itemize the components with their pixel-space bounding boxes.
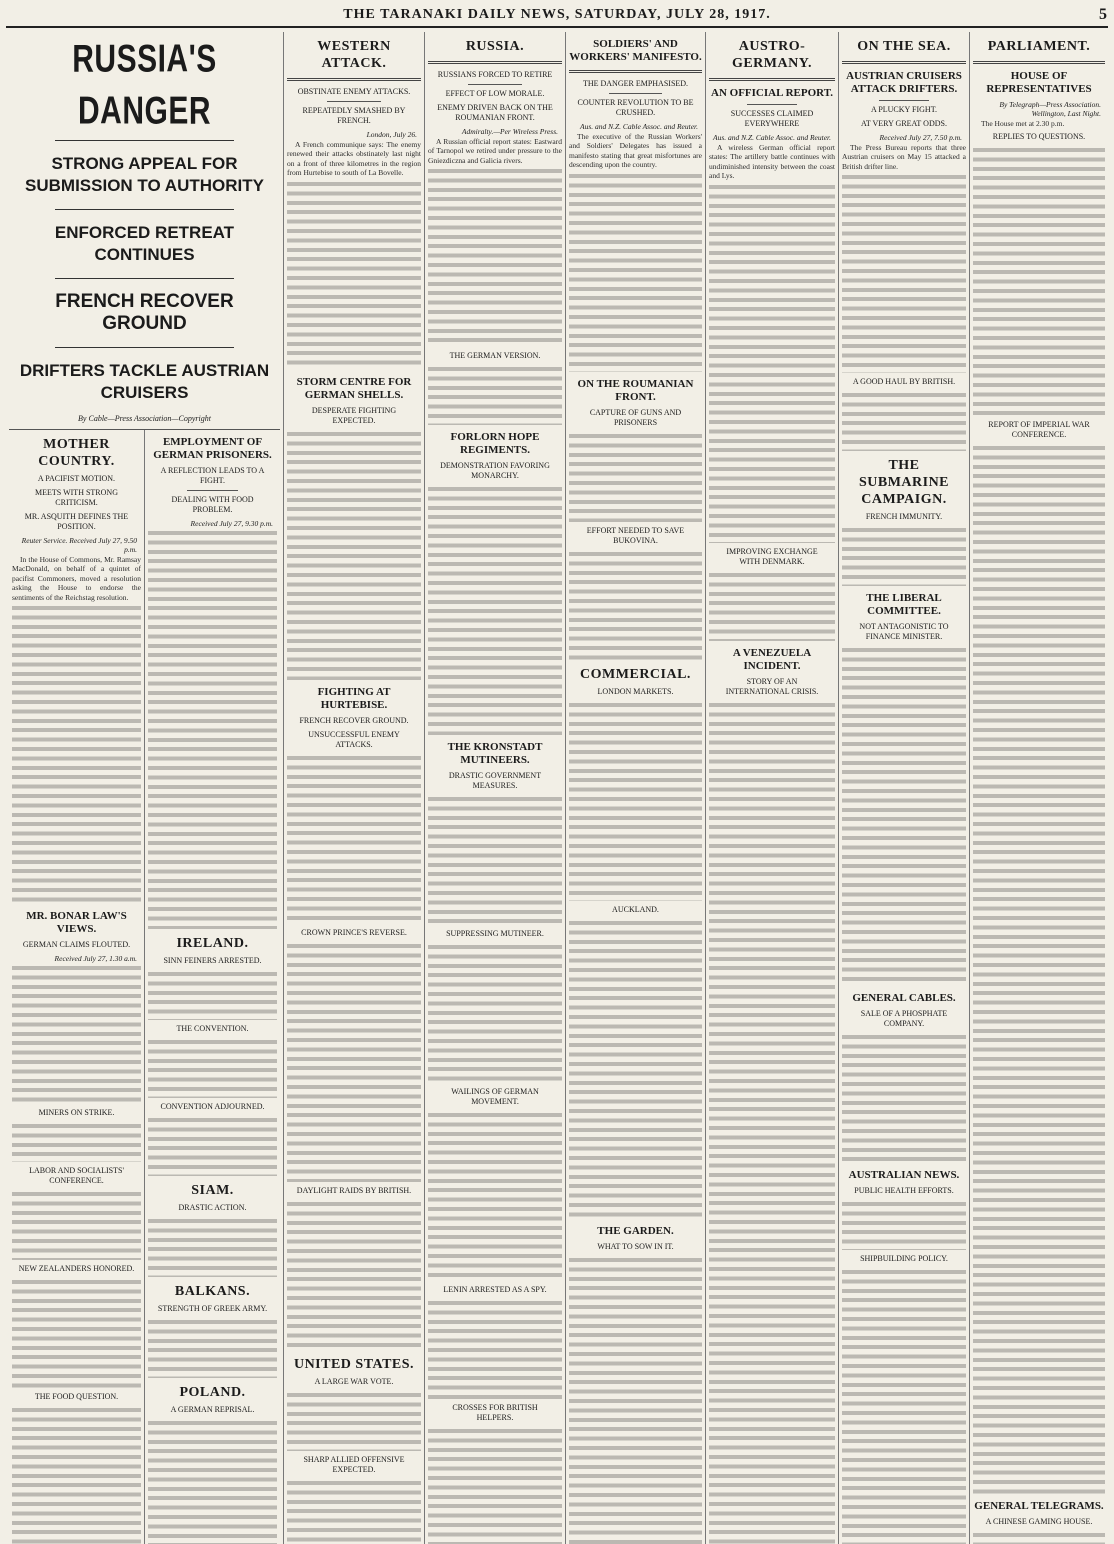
article-text-block bbox=[569, 1256, 702, 1544]
headline-mother-country: MOTHER COUNTRY. bbox=[38, 437, 115, 469]
article-text-block bbox=[973, 444, 1105, 1494]
headline-parliament: PARLIAMENT. bbox=[987, 39, 1091, 54]
subhead: AUSTRIAN CRUISERS ATTACK DRIFTERS. bbox=[846, 70, 962, 95]
article-text-block bbox=[287, 180, 421, 370]
article-text-block bbox=[12, 1122, 141, 1162]
subhead: CAPTURE OF GUNS AND PRISONERS bbox=[589, 407, 682, 427]
dateline: Received July 27, 1.30 a.m. bbox=[54, 954, 137, 964]
subhead: THE DANGER EMPHASISED. bbox=[582, 79, 689, 88]
headline: GENERAL CABLES. bbox=[852, 992, 956, 1005]
article-text-block bbox=[569, 550, 702, 660]
paper-title: THE TARANAKI DAILY NEWS, SATURDAY, JULY 28, 1917. bbox=[343, 7, 771, 22]
headline-united-states: UNITED STATES. bbox=[293, 1356, 415, 1372]
dateline: Received July 27, 9.30 p.m. bbox=[190, 519, 273, 528]
columns bbox=[6, 32, 1108, 1544]
article-text-block bbox=[428, 943, 562, 1083]
article-text-block bbox=[569, 919, 702, 1219]
article-text-block bbox=[12, 1278, 141, 1388]
subhead: IMPROVING EXCHANGE WITH DENMARK. bbox=[726, 546, 818, 566]
page-number: 5 bbox=[1099, 6, 1108, 23]
subhead: WAILINGS OF GERMAN MOVEMENT. bbox=[451, 1087, 539, 1107]
headline: EMPLOYMENT OF GERMAN PRISONERS. bbox=[153, 436, 272, 461]
article-body: A wireless German official report states: The artillery battle continues with undiminished intensity between the coast and Lys. bbox=[709, 143, 835, 181]
article-body: In the House of Commons, Mr. Ramsay MacDonald, on behalf of a quintet of pacifist Commoners, moved a resolution asking the House to endorse the sentiments of the Reichstag resolution. bbox=[12, 555, 141, 602]
banner-subhead-3: FRENCH RECOVER GROUND bbox=[55, 291, 234, 334]
dateline: Aus. and N.Z. Cable Assoc. and Reuter. bbox=[580, 122, 698, 131]
subhead: UNSUCCESSFUL ENEMY ATTACKS. bbox=[308, 729, 400, 749]
headline-poland: POLAND. bbox=[179, 1385, 246, 1400]
article-text-block bbox=[428, 485, 562, 735]
headline-russia: RUSSIA. bbox=[465, 39, 525, 54]
article-text-block bbox=[12, 604, 141, 904]
russia-banner bbox=[9, 37, 280, 423]
column-1 bbox=[6, 32, 283, 1544]
article-text-block bbox=[569, 701, 702, 901]
subhead: THE GERMAN VERSION. bbox=[449, 351, 541, 361]
dateline: Aus. and N.Z. Cable Assoc. and Reuter. bbox=[713, 133, 831, 142]
headline-balkans: BALKANS. bbox=[174, 1284, 251, 1299]
article-text-block bbox=[148, 1116, 277, 1176]
headline: AUSTRALIAN NEWS. bbox=[848, 1169, 960, 1182]
article-text-block bbox=[287, 1391, 421, 1451]
column-1-right bbox=[144, 430, 280, 1544]
dateline: Received July 27, 7.50 p.m. bbox=[879, 133, 962, 142]
headline-ireland: IRELAND. bbox=[176, 936, 249, 951]
article-text-block bbox=[842, 526, 966, 586]
subhead: CONVENTION ADJOURNED. bbox=[160, 1102, 265, 1111]
headline: FORLORN HOPE REGIMENTS. bbox=[450, 431, 540, 457]
article-text-block bbox=[842, 391, 966, 451]
article-text-block bbox=[842, 173, 966, 373]
article-body: A French communique says: The enemy renewed their attacks obstinately last night on a front of three kilometres in the region from Hurtebise to south of La Bovelle. bbox=[287, 140, 421, 178]
subhead: STRENGTH OF GREEK ARMY. bbox=[157, 1304, 268, 1313]
subhead: MR. ASQUITH DEFINES THE POSITION. bbox=[24, 512, 129, 531]
headline-submarine: THE SUBMARINE CAMPAIGN. bbox=[858, 458, 950, 508]
subhead: A LARGE WAR VOTE. bbox=[314, 1376, 394, 1386]
article-text-block bbox=[148, 529, 277, 929]
subhead: FRENCH RECOVER GROUND. bbox=[299, 715, 409, 725]
article-text-block bbox=[428, 1299, 562, 1399]
dateline: London, July 26. bbox=[366, 130, 417, 139]
subhead: DRASTIC ACTION. bbox=[178, 1203, 247, 1212]
headline: FIGHTING AT HURTEBISE. bbox=[317, 685, 391, 711]
subhead: AN OFFICIAL REPORT. bbox=[711, 87, 833, 99]
article-text-block bbox=[12, 1406, 141, 1544]
subhead: REPORT OF IMPERIAL WAR CONFERENCE. bbox=[988, 420, 1090, 440]
article-text-block bbox=[287, 430, 421, 680]
article-text-block bbox=[709, 701, 835, 1544]
subhead: SALE OF A PHOSPHATE COMPANY. bbox=[860, 1009, 948, 1029]
subhead: THE CONVENTION. bbox=[176, 1024, 249, 1033]
column-1-split bbox=[9, 429, 280, 1544]
subhead: CROSSES FOR BRITISH HELPERS. bbox=[452, 1403, 538, 1423]
subhead: A GERMAN REPRISAL. bbox=[170, 1405, 255, 1414]
subhead: A PACIFIST MOTION. bbox=[37, 474, 116, 483]
dateline: Admiralty.—Per Wireless Press. bbox=[461, 127, 558, 136]
article-text-block bbox=[973, 146, 1105, 416]
subhead: AUCKLAND. bbox=[612, 904, 659, 914]
article-text-block bbox=[842, 1268, 966, 1544]
subhead: A REFLECTION LEADS TO A FIGHT. bbox=[160, 466, 265, 485]
headline-siam: SIAM. bbox=[191, 1183, 234, 1198]
subhead: NOT ANTAGONISTIC TO FINANCE MINISTER. bbox=[859, 622, 949, 642]
column-7 bbox=[969, 32, 1108, 1544]
dateline: By Telegraph—Press Association. Wellington, Last Night. bbox=[999, 100, 1101, 118]
headline-western-attack: WESTERN ATTACK. bbox=[317, 39, 391, 71]
subhead: LONDON MARKETS. bbox=[597, 686, 674, 696]
headline: STORM CENTRE FOR GERMAN SHELLS. bbox=[296, 375, 412, 401]
banner-subhead-1: STRONG APPEAL FOR SUBMISSION TO AUTHORITY bbox=[25, 154, 264, 195]
headline: A VENEZUELA INCIDENT. bbox=[732, 646, 812, 672]
banner-subhead-4: DRIFTERS TACKLE AUSTRIAN CRUISERS bbox=[19, 361, 270, 402]
article-text-block bbox=[12, 964, 141, 1104]
article-text-block bbox=[287, 1200, 421, 1350]
subhead: OBSTINATE ENEMY ATTACKS. bbox=[297, 87, 411, 96]
subhead: A CHINESE GAMING HOUSE. bbox=[985, 1517, 1093, 1527]
article-text-block bbox=[709, 571, 835, 641]
subhead: REPLIES TO QUESTIONS. bbox=[992, 132, 1086, 142]
headline: THE KRONSTADT MUTINEERS. bbox=[447, 741, 543, 767]
headline: MR. BONAR LAW'S VIEWS. bbox=[26, 910, 127, 936]
column-5 bbox=[705, 32, 838, 1544]
subhead: GERMAN CLAIMS FLOUTED. bbox=[22, 940, 131, 950]
subhead: MINERS ON STRIKE. bbox=[38, 1108, 115, 1118]
headline-on-the-sea: ON THE SEA. bbox=[857, 39, 951, 54]
subhead: DESPERATE FIGHTING EXPECTED. bbox=[311, 405, 397, 425]
subhead: NEW ZEALANDERS HONORED. bbox=[18, 1264, 135, 1274]
column-3 bbox=[424, 32, 565, 1544]
article-text-block bbox=[569, 172, 702, 372]
subhead: ENEMY DRIVEN BACK ON THE ROUMANIAN FRONT. bbox=[437, 103, 553, 122]
headline-commercial: COMMERCIAL. bbox=[580, 666, 691, 682]
article-text-block bbox=[842, 646, 966, 986]
subhead: REPEATEDLY SMASHED BY FRENCH. bbox=[302, 106, 406, 125]
article-text-block bbox=[287, 754, 421, 924]
subhead: HOUSE OF REPRESENTATIVES bbox=[986, 70, 1092, 95]
article-text-block bbox=[12, 1190, 141, 1260]
headline: GENERAL TELEGRAMS. bbox=[974, 1500, 1104, 1513]
article-text-block bbox=[842, 1033, 966, 1163]
column-2 bbox=[283, 32, 424, 1544]
article-text-block bbox=[287, 942, 421, 1182]
article-text-block bbox=[569, 432, 702, 522]
article-text-block bbox=[287, 1479, 421, 1544]
subhead: AT VERY GREAT ODDS. bbox=[861, 119, 947, 128]
headline: THE LIBERAL COMMITTEE. bbox=[866, 592, 942, 618]
article-text-block bbox=[428, 1427, 562, 1544]
article-body: The Press Bureau reports that three Austrian cruisers on May 15 attacked a British drifter line. bbox=[842, 143, 966, 171]
article-text-block bbox=[842, 1200, 966, 1250]
banner-subhead-2: ENFORCED RETREAT CONTINUES bbox=[54, 223, 235, 264]
subhead: PUBLIC HEALTH EFFORTS. bbox=[854, 1186, 954, 1196]
headline: ON THE ROUMANIAN FRONT. bbox=[577, 377, 694, 403]
dateline: Reuter Service. Received July 27, 9.50 p.m. bbox=[21, 536, 137, 554]
subhead: EFFECT OF LOW MORALE. bbox=[445, 89, 545, 98]
headline-austro-germany: AUSTRO-GERMANY. bbox=[731, 39, 813, 71]
masthead bbox=[6, 4, 1108, 28]
subhead: THE FOOD QUESTION. bbox=[34, 1392, 119, 1402]
article-text-block bbox=[148, 1038, 277, 1098]
subhead: LENIN ARRESTED AS A SPY. bbox=[443, 1285, 547, 1295]
byline: By Cable—Press Association—Copyright bbox=[78, 414, 211, 423]
article-text-block bbox=[973, 1531, 1105, 1544]
article-text-block bbox=[709, 183, 835, 543]
subhead: LABOR AND SOCIALISTS' CONFERENCE. bbox=[29, 1166, 124, 1186]
subhead: A GOOD HAUL BY BRITISH. bbox=[852, 377, 956, 387]
article-text-block bbox=[148, 1318, 277, 1378]
subhead: DEMONSTRATION FAVORING MONARCHY. bbox=[440, 461, 550, 481]
subhead: SHARP ALLIED OFFENSIVE EXPECTED. bbox=[303, 1454, 405, 1474]
subhead: SHIPBUILDING POLICY. bbox=[860, 1254, 948, 1264]
article-text-block bbox=[428, 1111, 562, 1281]
banner-title: RUSSIA'S DANGER bbox=[72, 37, 217, 133]
subhead: DRASTIC GOVERNMENT MEASURES. bbox=[448, 771, 542, 791]
subhead: STORY OF AN INTERNATIONAL CRISIS. bbox=[725, 676, 819, 696]
article-text-block bbox=[148, 1419, 277, 1544]
subhead: MEETS WITH STRONG CRITICISM. bbox=[35, 488, 118, 507]
article-body: The House met at 2.30 p.m. bbox=[981, 119, 1065, 128]
subhead: COUNTER REVOLUTION TO BE CRUSHED. bbox=[577, 98, 694, 117]
column-1-left bbox=[9, 430, 144, 1544]
subhead: SUCCESSES CLAIMED EVERYWHERE bbox=[730, 109, 814, 128]
article-text-block bbox=[428, 365, 562, 425]
column-4 bbox=[565, 32, 705, 1544]
subhead: A PLUCKY FIGHT. bbox=[870, 105, 937, 114]
headline-manifesto: SOLDIERS' AND WORKERS' MANIFESTO. bbox=[569, 38, 702, 63]
article-body: The executive of the Russian Workers' and Soldiers' Delegates has issued a manifesto stating that great misfortunes are descending upon the country. bbox=[569, 132, 702, 170]
article-text-block bbox=[148, 1217, 277, 1277]
subhead: RUSSIANS FORCED TO RETIRE bbox=[437, 70, 553, 79]
subhead: SUPPRESSING MUTINEER. bbox=[446, 929, 544, 939]
article-body: A Russian official report states: Eastward of Tarnopol we retired under pressure to the Gniezdiczna and Galicia rivers. bbox=[428, 137, 562, 165]
subhead: SINN FEINERS ARRESTED. bbox=[163, 956, 262, 965]
subhead: DAYLIGHT RAIDS BY BRITISH. bbox=[296, 1185, 412, 1195]
subhead: FRENCH IMMUNITY. bbox=[865, 512, 943, 522]
subhead: EFFORT NEEDED TO SAVE BUKOVINA. bbox=[586, 525, 685, 545]
subhead: DEALING WITH FOOD PROBLEM. bbox=[171, 495, 254, 514]
article-text-block bbox=[148, 970, 277, 1020]
column-6 bbox=[838, 32, 969, 1544]
subhead: WHAT TO SOW IN IT. bbox=[597, 1241, 674, 1251]
headline: THE GARDEN. bbox=[597, 1224, 674, 1237]
article-text-block bbox=[428, 795, 562, 925]
article-text-block bbox=[428, 167, 562, 347]
subhead: CROWN PRINCE'S REVERSE. bbox=[301, 927, 407, 937]
